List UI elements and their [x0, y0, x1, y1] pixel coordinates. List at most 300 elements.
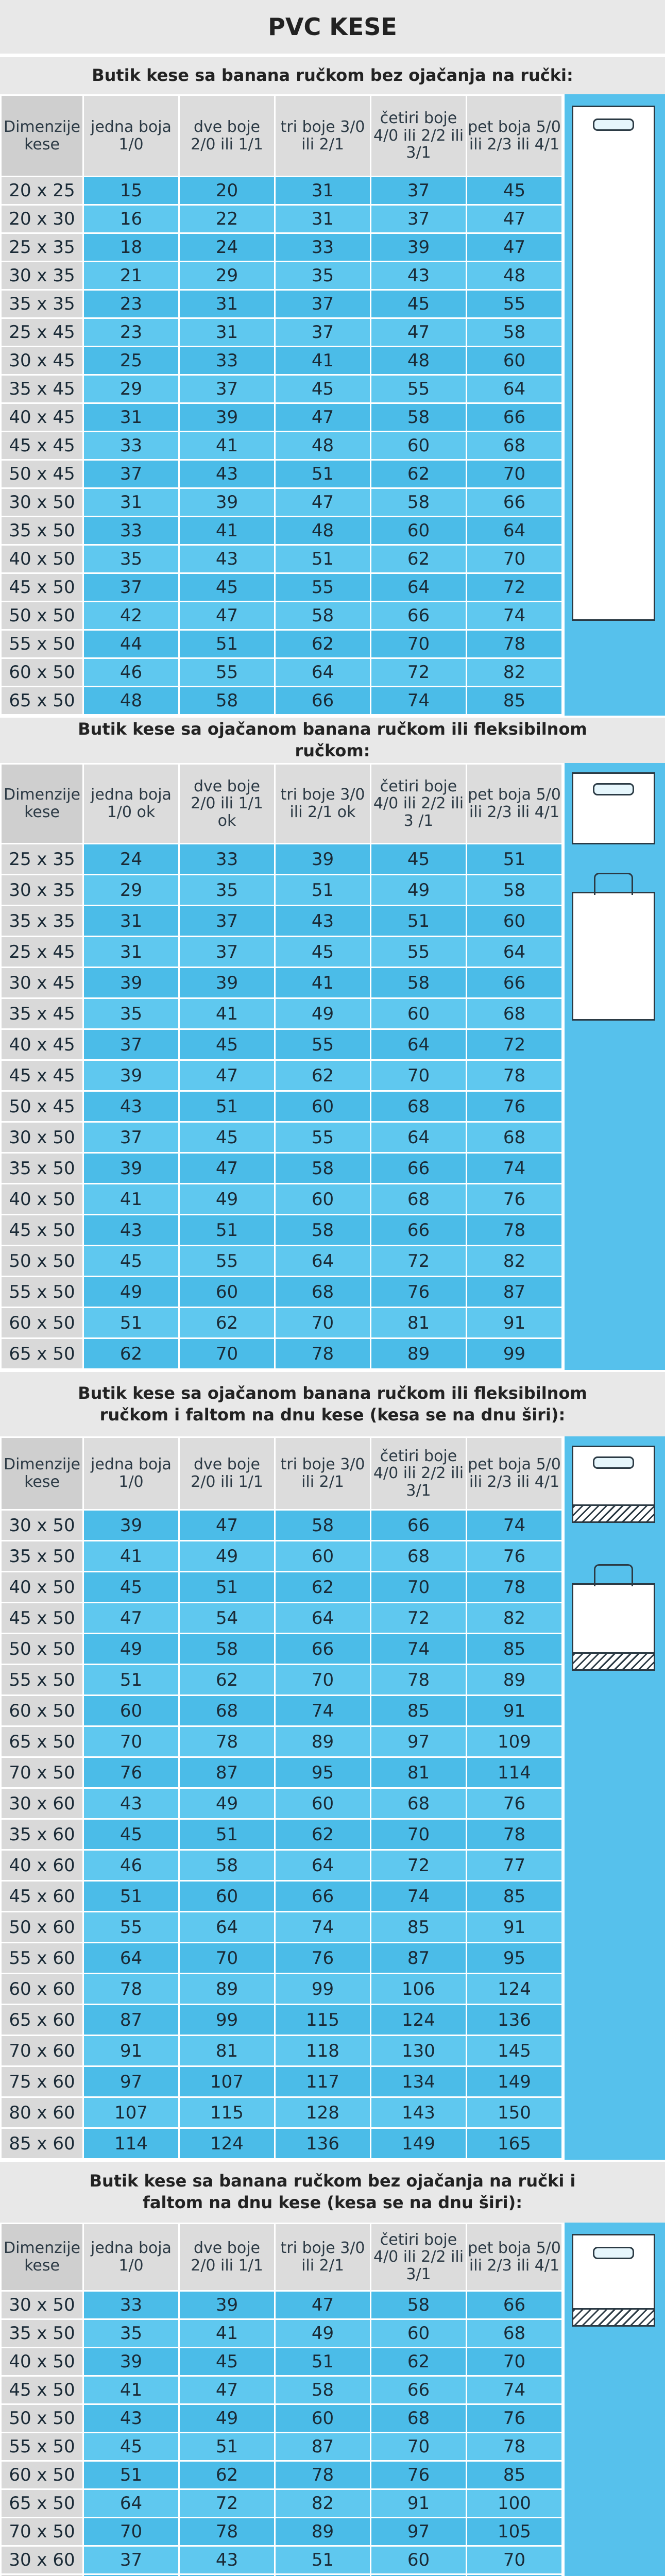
price-cell: 85: [371, 1912, 467, 1943]
table-row: [1, 1510, 562, 1541]
dimension-cell: 40 x 50: [1, 1572, 83, 1603]
price-cell: 60: [371, 2546, 467, 2574]
table-row: [1, 2546, 562, 2574]
price-cell: 81: [371, 1757, 467, 1788]
price-cell: 91: [371, 2489, 467, 2518]
price-cell: 37: [371, 177, 467, 205]
price-cell: 51: [275, 460, 371, 488]
price-cell: 29: [83, 875, 179, 906]
price-table: [0, 2223, 563, 2576]
price-cell: 68: [467, 1122, 562, 1153]
color-count-header: tri boje 3/0 ili 2/1: [275, 2224, 371, 2291]
price-cell: 31: [83, 488, 179, 517]
price-cell: 51: [179, 1091, 275, 1122]
price-cell: 114: [83, 2128, 179, 2159]
price-cell: 89: [179, 1974, 275, 2005]
price-cell: 91: [467, 1696, 562, 1726]
price-cell: 89: [275, 1726, 371, 1757]
table-row: [1, 2291, 562, 2319]
price-cell: 41: [179, 998, 275, 1029]
price-cell: 149: [467, 2066, 562, 2097]
price-cell: 15: [83, 177, 179, 205]
dimension-header: Dimenzije kese: [1, 764, 83, 844]
bag-illustration-panel: [563, 763, 665, 1370]
price-cell: 89: [467, 1665, 562, 1696]
price-cell: 51: [83, 1665, 179, 1696]
price-cell: 76: [371, 2461, 467, 2489]
price-cell: 39: [275, 844, 371, 875]
price-cell: 62: [275, 1060, 371, 1091]
table-row: [1, 2036, 562, 2066]
price-cell: 89: [275, 2518, 371, 2546]
price-cell: 43: [179, 2546, 275, 2574]
dimension-cell: 60 x 50: [1, 658, 83, 687]
price-cell: 21: [83, 262, 179, 290]
dimension-cell: 65 x 50: [1, 2489, 83, 2518]
table-row: [1, 602, 562, 630]
section-title: Butik kese sa banana ručkom bez ojačanja na ručki i faltom na dnu kese (kesa se na dnu širi):: [0, 2160, 665, 2223]
price-cell: 78: [179, 1726, 275, 1757]
table-row: [1, 205, 562, 233]
price-cell: 51: [275, 875, 371, 906]
dimension-cell: 35 x 50: [1, 517, 83, 545]
price-cell: 64: [467, 937, 562, 968]
price-cell: 78: [467, 630, 562, 658]
price-sections: [0, 55, 665, 2576]
price-cell: 82: [467, 658, 562, 687]
price-cell: 76: [467, 1788, 562, 1819]
table-row: [1, 687, 562, 715]
price-cell: 149: [371, 2128, 467, 2159]
price-cell: 106: [371, 1974, 467, 2005]
price-cell: 60: [179, 1277, 275, 1308]
table-row: [1, 2348, 562, 2376]
price-cell: 43: [275, 906, 371, 937]
price-cell: 55: [179, 658, 275, 687]
price-cell: 76: [467, 1091, 562, 1122]
price-cell: 37: [179, 937, 275, 968]
price-cell: 70: [467, 2546, 562, 2574]
bag-illustration-panel: [563, 1436, 665, 2160]
dimension-cell: 35 x 60: [1, 1819, 83, 1850]
price-cell: 68: [371, 1788, 467, 1819]
price-cell: 109: [467, 1726, 562, 1757]
price-cell: 41: [179, 432, 275, 460]
dimension-cell: 20 x 30: [1, 205, 83, 233]
price-cell: 118: [275, 2036, 371, 2066]
price-cell: 51: [83, 1308, 179, 1338]
price-cell: 64: [275, 1246, 371, 1277]
price-cell: 130: [371, 2036, 467, 2066]
price-cell: 49: [275, 2319, 371, 2348]
color-count-header: jedna boja 1/0 ok: [83, 764, 179, 844]
price-cell: 51: [275, 545, 371, 573]
price-cell: 33: [179, 347, 275, 375]
table-row: [1, 937, 562, 968]
dimension-cell: 25 x 35: [1, 233, 83, 262]
price-cell: 114: [467, 1757, 562, 1788]
price-cell: 74: [467, 1510, 562, 1541]
price-cell: 24: [179, 233, 275, 262]
price-cell: 64: [275, 1603, 371, 1634]
color-count-header: četiri boje 4/0 ili 2/2 ili 3/1: [371, 1437, 467, 1510]
dimension-cell: 75 x 60: [1, 2066, 83, 2097]
price-cell: 76: [371, 1277, 467, 1308]
price-cell: 136: [275, 2128, 371, 2159]
dimension-cell: 35 x 35: [1, 290, 83, 318]
dimension-cell: 45 x 50: [1, 2376, 83, 2404]
dimension-cell: 55 x 60: [1, 1943, 83, 1974]
price-cell: 43: [83, 2404, 179, 2433]
table-row: [1, 2574, 562, 2576]
price-cell: 100: [467, 2489, 562, 2518]
color-count-header: dve boje 2/0 ili 1/1: [179, 95, 275, 177]
price-cell: 29: [83, 375, 179, 403]
price-cell: 66: [371, 2376, 467, 2404]
price-cell: 66: [371, 1153, 467, 1184]
price-cell: 49: [179, 1541, 275, 1572]
price-cell: 45: [371, 844, 467, 875]
dimension-cell: 65 x 60: [1, 2005, 83, 2036]
table-row: [1, 1696, 562, 1726]
price-cell: 85: [467, 687, 562, 715]
price-cell: 41: [83, 2376, 179, 2404]
price-cell: 72: [371, 1246, 467, 1277]
color-count-header: dve boje 2/0 ili 1/1: [179, 2224, 275, 2291]
price-cell: 60: [275, 1091, 371, 1122]
price-cell: [83, 2574, 179, 2576]
dimension-cell: 55 x 50: [1, 1665, 83, 1696]
price-cell: 31: [275, 177, 371, 205]
price-cell: 60: [275, 1184, 371, 1215]
price-cell: 89: [371, 1338, 467, 1369]
price-cell: 22: [179, 205, 275, 233]
table-row: [1, 1850, 562, 1881]
table-row: [1, 1788, 562, 1819]
price-cell: 87: [179, 1757, 275, 1788]
price-cell: 37: [83, 1029, 179, 1060]
price-cell: 70: [179, 1943, 275, 1974]
price-cell: 51: [467, 844, 562, 875]
dimension-cell: 30 x 50: [1, 488, 83, 517]
price-cell: 58: [179, 1850, 275, 1881]
price-cell: 62: [371, 460, 467, 488]
price-cell: 48: [83, 687, 179, 715]
price-cell: 68: [179, 1696, 275, 1726]
price-cell: 48: [275, 432, 371, 460]
price-cell: 70: [83, 1726, 179, 1757]
price-cell: 37: [83, 460, 179, 488]
price-cell: 37: [83, 573, 179, 602]
price-cell: 78: [467, 1060, 562, 1091]
price-cell: 47: [467, 233, 562, 262]
dimension-header: Dimenzije kese: [1, 2224, 83, 2291]
price-cell: 64: [467, 517, 562, 545]
color-count-header: jedna boja 1/0: [83, 95, 179, 177]
price-cell: 49: [179, 1788, 275, 1819]
price-cell: 64: [467, 375, 562, 403]
table-row: [1, 488, 562, 517]
bag-flexible-gusset-icon: [572, 1583, 655, 1671]
price-cell: 70: [371, 1572, 467, 1603]
price-cell: 107: [179, 2066, 275, 2097]
price-cell: 62: [371, 2348, 467, 2376]
color-count-header: tri boje 3/0 ili 2/1: [275, 1437, 371, 1510]
price-cell: 74: [275, 1912, 371, 1943]
table-row: [1, 347, 562, 375]
price-cell: 51: [179, 1572, 275, 1603]
price-cell: 58: [179, 1634, 275, 1665]
price-cell: 39: [83, 2348, 179, 2376]
price-cell: 76: [275, 1943, 371, 1974]
price-cell: 72: [371, 1603, 467, 1634]
price-cell: 117: [275, 2066, 371, 2097]
price-cell: 70: [83, 2518, 179, 2546]
price-cell: 72: [467, 1029, 562, 1060]
dimension-cell: [1, 2574, 83, 2576]
table-row: [1, 2319, 562, 2348]
table-row: [1, 1541, 562, 1572]
price-cell: 45: [275, 937, 371, 968]
price-section: [0, 1436, 665, 2160]
dimension-cell: 25 x 45: [1, 318, 83, 347]
price-cell: 47: [371, 318, 467, 347]
price-cell: 60: [371, 998, 467, 1029]
table-row: [1, 1060, 562, 1091]
dimension-cell: 50 x 50: [1, 1634, 83, 1665]
price-cell: 43: [83, 1215, 179, 1246]
price-cell: 78: [467, 2433, 562, 2461]
dimension-cell: 30 x 50: [1, 1122, 83, 1153]
price-cell: 70: [371, 1819, 467, 1850]
color-count-header: tri boje 3/0 ili 2/1 ok: [275, 764, 371, 844]
price-cell: 78: [83, 1974, 179, 2005]
price-cell: 70: [467, 2348, 562, 2376]
price-cell: 62: [275, 1572, 371, 1603]
price-cell: 58: [371, 2291, 467, 2319]
price-cell: 37: [275, 318, 371, 347]
dimension-cell: 80 x 60: [1, 2097, 83, 2128]
price-cell: 62: [179, 2461, 275, 2489]
price-cell: 64: [371, 1029, 467, 1060]
price-cell: 70: [371, 2433, 467, 2461]
dimension-cell: 30 x 45: [1, 968, 83, 998]
price-cell: 60: [275, 1541, 371, 1572]
price-cell: 76: [83, 1757, 179, 1788]
price-cell: 45: [179, 1122, 275, 1153]
table-row: [1, 2461, 562, 2489]
bag-slot-handle-icon: [572, 106, 655, 621]
price-cell: 47: [179, 1153, 275, 1184]
price-cell: 85: [371, 1696, 467, 1726]
price-cell: 99: [275, 1974, 371, 2005]
price-cell: 35: [83, 998, 179, 1029]
table-row: [1, 1338, 562, 1369]
price-cell: 62: [179, 1665, 275, 1696]
price-cell: 37: [83, 2546, 179, 2574]
table-row: [1, 1603, 562, 1634]
price-cell: 41: [179, 517, 275, 545]
price-cell: 60: [371, 2319, 467, 2348]
price-cell: 49: [83, 1277, 179, 1308]
price-cell: 58: [275, 602, 371, 630]
price-cell: [371, 2574, 467, 2576]
price-cell: 70: [275, 1308, 371, 1338]
dimension-cell: 25 x 35: [1, 844, 83, 875]
price-cell: 81: [179, 2036, 275, 2066]
dimension-cell: 60 x 50: [1, 1696, 83, 1726]
price-cell: 62: [83, 1338, 179, 1369]
dimension-header: Dimenzije kese: [1, 95, 83, 177]
table-row: [1, 2005, 562, 2036]
price-cell: 68: [371, 1541, 467, 1572]
price-cell: 31: [83, 906, 179, 937]
dimension-cell: 70 x 50: [1, 2518, 83, 2546]
price-cell: 124: [467, 1974, 562, 2005]
table-row: [1, 844, 562, 875]
dimension-cell: 40 x 50: [1, 1184, 83, 1215]
price-cell: 55: [275, 573, 371, 602]
table-row: [1, 545, 562, 573]
price-cell: 49: [179, 1184, 275, 1215]
table-row: [1, 1215, 562, 1246]
table-row: [1, 1029, 562, 1060]
price-cell: 68: [371, 2404, 467, 2433]
price-cell: 62: [275, 1819, 371, 1850]
price-cell: 72: [467, 573, 562, 602]
dimension-cell: 40 x 60: [1, 1850, 83, 1881]
price-cell: 62: [275, 630, 371, 658]
price-cell: 41: [83, 1541, 179, 1572]
price-cell: 45: [179, 1029, 275, 1060]
price-cell: 33: [179, 844, 275, 875]
dimension-cell: 30 x 35: [1, 875, 83, 906]
price-cell: 43: [371, 262, 467, 290]
price-cell: 58: [275, 1215, 371, 1246]
price-cell: 64: [371, 573, 467, 602]
price-cell: 77: [467, 1850, 562, 1881]
price-cell: 91: [83, 2036, 179, 2066]
dimension-cell: 65 x 50: [1, 1726, 83, 1757]
dimension-cell: 85 x 60: [1, 2128, 83, 2159]
price-cell: 31: [83, 937, 179, 968]
price-cell: 78: [275, 2461, 371, 2489]
price-cell: 78: [179, 2518, 275, 2546]
table-row: [1, 2128, 562, 2159]
table-row: [1, 517, 562, 545]
price-cell: 91: [467, 1912, 562, 1943]
price-cell: 66: [467, 968, 562, 998]
price-cell: 58: [467, 875, 562, 906]
color-count-header: pet boja 5/0 ili 2/3 ili 4/1: [467, 95, 562, 177]
table-row: [1, 1277, 562, 1308]
color-count-header: jedna boja 1/0: [83, 1437, 179, 1510]
price-cell: 78: [371, 1665, 467, 1696]
price-cell: 39: [179, 403, 275, 432]
price-cell: 39: [83, 1510, 179, 1541]
price-cell: 70: [275, 1665, 371, 1696]
color-count-header: četiri boje 4/0 ili 2/2 ili 3 /1: [371, 764, 467, 844]
price-cell: 66: [275, 687, 371, 715]
price-cell: 39: [179, 968, 275, 998]
price-cell: 43: [179, 460, 275, 488]
price-cell: 81: [371, 1308, 467, 1338]
price-cell: 105: [467, 2518, 562, 2546]
price-cell: 23: [83, 290, 179, 318]
table-row: [1, 1819, 562, 1850]
price-cell: 45: [467, 177, 562, 205]
price-table: [0, 94, 563, 716]
price-cell: 55: [371, 937, 467, 968]
dimension-cell: 55 x 50: [1, 2433, 83, 2461]
price-cell: 64: [275, 1850, 371, 1881]
section-title: Butik kese sa ojačanom banana ručkom ili fleksibilnom ručkom:: [0, 716, 665, 763]
price-cell: 70: [371, 630, 467, 658]
price-cell: 51: [275, 2348, 371, 2376]
price-cell: 82: [467, 1246, 562, 1277]
price-cell: 62: [371, 545, 467, 573]
price-cell: 115: [179, 2097, 275, 2128]
dimension-cell: 50 x 60: [1, 1912, 83, 1943]
price-cell: 39: [83, 1153, 179, 1184]
table-row: [1, 1153, 562, 1184]
price-cell: 45: [179, 2348, 275, 2376]
table-row: [1, 998, 562, 1029]
price-cell: [467, 2574, 562, 2576]
price-cell: 47: [179, 602, 275, 630]
price-cell: 47: [275, 488, 371, 517]
dimension-cell: 35 x 50: [1, 1153, 83, 1184]
price-cell: 70: [467, 460, 562, 488]
price-cell: 51: [179, 1819, 275, 1850]
color-count-header: jedna boja 1/0: [83, 2224, 179, 2291]
price-cell: 68: [467, 2319, 562, 2348]
price-table: [0, 763, 563, 1370]
price-cell: 37: [371, 205, 467, 233]
table-row: [1, 1184, 562, 1215]
price-cell: 143: [371, 2097, 467, 2128]
dimension-cell: 55 x 50: [1, 630, 83, 658]
price-cell: 33: [275, 233, 371, 262]
bag-flexible-handle-icon: [572, 892, 655, 1021]
color-count-header: dve boje 2/0 ili 1/1 ok: [179, 764, 275, 844]
price-cell: 39: [179, 488, 275, 517]
price-cell: 51: [83, 1881, 179, 1912]
price-cell: 64: [275, 658, 371, 687]
dimension-cell: 30 x 50: [1, 2291, 83, 2319]
table-row: [1, 630, 562, 658]
price-cell: 49: [83, 1634, 179, 1665]
price-cell: 60: [179, 1881, 275, 1912]
price-cell: 55: [275, 1122, 371, 1153]
price-cell: 66: [371, 1510, 467, 1541]
price-cell: 58: [371, 968, 467, 998]
price-cell: 51: [179, 1215, 275, 1246]
price-cell: 66: [275, 1634, 371, 1665]
dimension-cell: 35 x 50: [1, 1541, 83, 1572]
price-cell: 46: [83, 658, 179, 687]
table-row: [1, 2376, 562, 2404]
dimension-cell: 45 x 45: [1, 432, 83, 460]
dimension-cell: 35 x 45: [1, 998, 83, 1029]
price-cell: 64: [371, 1122, 467, 1153]
dimension-cell: 50 x 50: [1, 2404, 83, 2433]
price-cell: 85: [467, 2461, 562, 2489]
price-section: [0, 2223, 665, 2576]
dimension-header: Dimenzije kese: [1, 1437, 83, 1510]
price-cell: 44: [83, 630, 179, 658]
price-cell: 58: [371, 403, 467, 432]
